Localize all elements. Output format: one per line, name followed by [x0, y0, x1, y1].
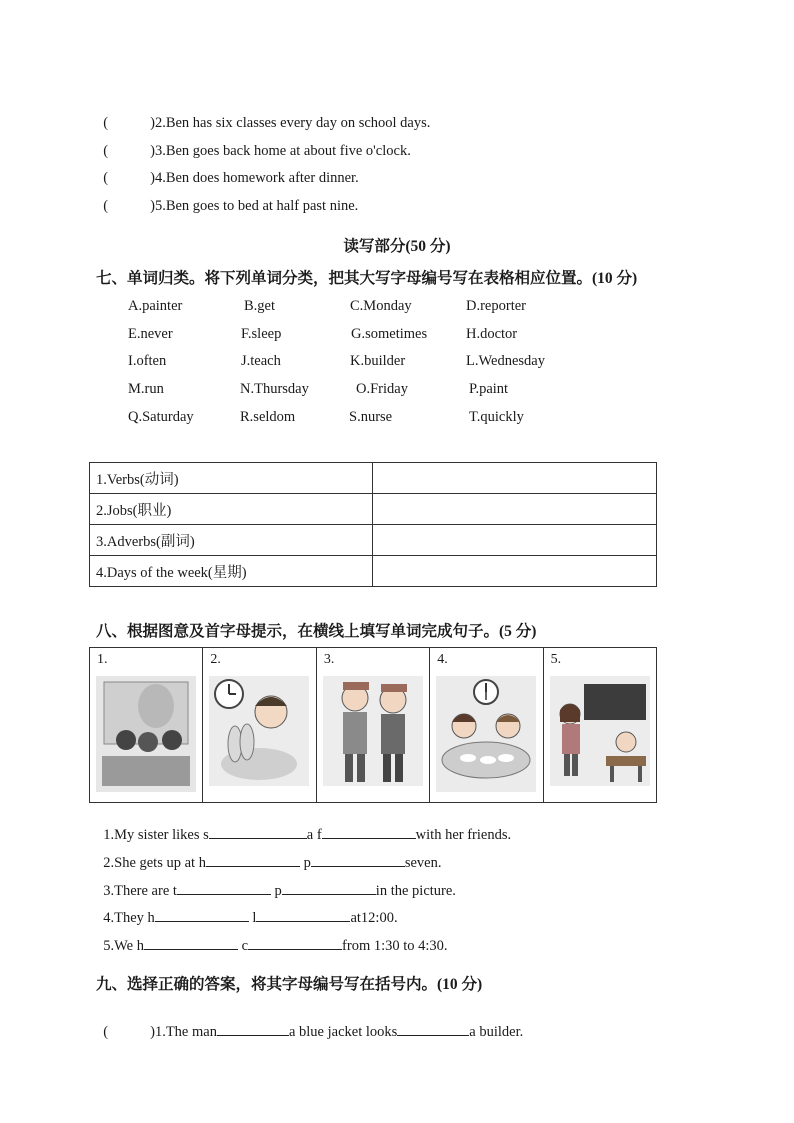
cinema-illustration — [96, 676, 196, 792]
fill-sentence-4: 4.They h l at12:00. — [96, 890, 398, 927]
category-label: 1.Verbs(动词) — [90, 463, 373, 494]
word: S.nurse — [349, 409, 393, 425]
section7-title: 七、单词归类。将下列单词分类，把其大写字母编号写在表格相应位置。(10 分) — [96, 270, 638, 287]
category-label: 2.Jobs(职业) — [90, 494, 373, 525]
open-paren: ( — [103, 115, 109, 131]
fill-sentence-2: 2.She gets up at h p seven. — [96, 835, 441, 872]
word: D.reporter — [466, 298, 526, 314]
tf-text: 3.Ben goes back home at about five o'clock. — [154, 143, 411, 159]
tf-text: 4.Ben does homework after dinner. — [154, 170, 359, 186]
word: H.doctor — [466, 326, 518, 342]
picture-cell-5: 5. — [544, 648, 656, 802]
word: K.builder — [350, 353, 406, 369]
picture-cell-2: 2. — [203, 648, 316, 802]
two-people-illustration — [323, 676, 423, 786]
word: N.Thursday — [240, 381, 309, 397]
wake-up-illustration — [209, 676, 309, 786]
word: R.seldom — [240, 409, 296, 425]
tf-text: 5.Ben goes to bed at half past nine. — [154, 198, 359, 214]
fill-blank[interactable] — [144, 935, 238, 950]
picture-cell-1: 1. — [90, 648, 203, 802]
word: I.often — [128, 353, 167, 369]
fill-sentence-3: 3.There are t p in the picture. — [96, 863, 456, 900]
category-label: 4.Days of the week(星期) — [90, 556, 373, 587]
classroom-illustration — [550, 676, 650, 786]
word: P.paint — [469, 381, 509, 397]
tf-item-3: ( )3.Ben goes back home at about five o'clock. — [103, 143, 411, 159]
table-row — [90, 556, 657, 587]
fill-blank[interactable] — [248, 935, 342, 950]
picture-cell-3: 3. — [317, 648, 430, 802]
table-row — [90, 494, 657, 525]
word: M.run — [128, 381, 164, 397]
word: F.sleep — [241, 326, 282, 342]
word: T.quickly — [469, 409, 524, 425]
answer-cell[interactable] — [373, 556, 657, 587]
answer-cell[interactable] — [373, 463, 657, 494]
tf-item-5: ( )5.Ben goes to bed at half past nine. — [103, 198, 359, 214]
section8-title: 八、根据图意及首字母提示，在横线上填写单词完成句子。(5 分) — [96, 623, 537, 640]
word: G.sometimes — [351, 326, 428, 342]
word: B.get — [244, 298, 276, 314]
word: Q.Saturday — [128, 409, 194, 425]
answer-cell[interactable] — [373, 494, 657, 525]
word: A.painter — [128, 298, 183, 314]
fill-sentence-5: 5.We h c from 1:30 to 4:30. — [96, 918, 448, 955]
table-row — [90, 525, 657, 556]
tf-text: 2.Ben has six classes every day on school days. — [154, 115, 431, 131]
part-title: 读写部分(50 分) — [343, 238, 451, 255]
section9-title: 九、选择正确的答案，将其字母编号写在括号内。(10 分) — [96, 976, 483, 993]
word: O.Friday — [356, 381, 408, 397]
answer-cell[interactable] — [373, 525, 657, 556]
word: E.never — [128, 326, 173, 342]
fill-sentence-1: 1.My sister likes s a f with her friends. — [96, 807, 511, 844]
word: C.Monday — [350, 298, 412, 314]
tf-item-4: ( )4.Ben does homework after dinner. — [103, 170, 359, 186]
category-label: 3.Adverbs(副词) — [90, 525, 373, 556]
choice-item-1: ( )1.The man a blue jacket looks a builder. — [96, 1004, 523, 1041]
lunch-illustration — [436, 676, 536, 792]
table-row — [90, 463, 657, 494]
picture-cell-4: 4. — [430, 648, 543, 802]
picture-strip — [89, 647, 657, 803]
word: J.teach — [241, 353, 281, 369]
word: L.Wednesday — [466, 353, 545, 369]
tf-item-2: ( )2.Ben has six classes every day on school days. — [103, 115, 431, 131]
classification-table — [89, 462, 657, 587]
fill-blank[interactable] — [397, 1021, 469, 1036]
fill-blank[interactable] — [217, 1021, 289, 1036]
